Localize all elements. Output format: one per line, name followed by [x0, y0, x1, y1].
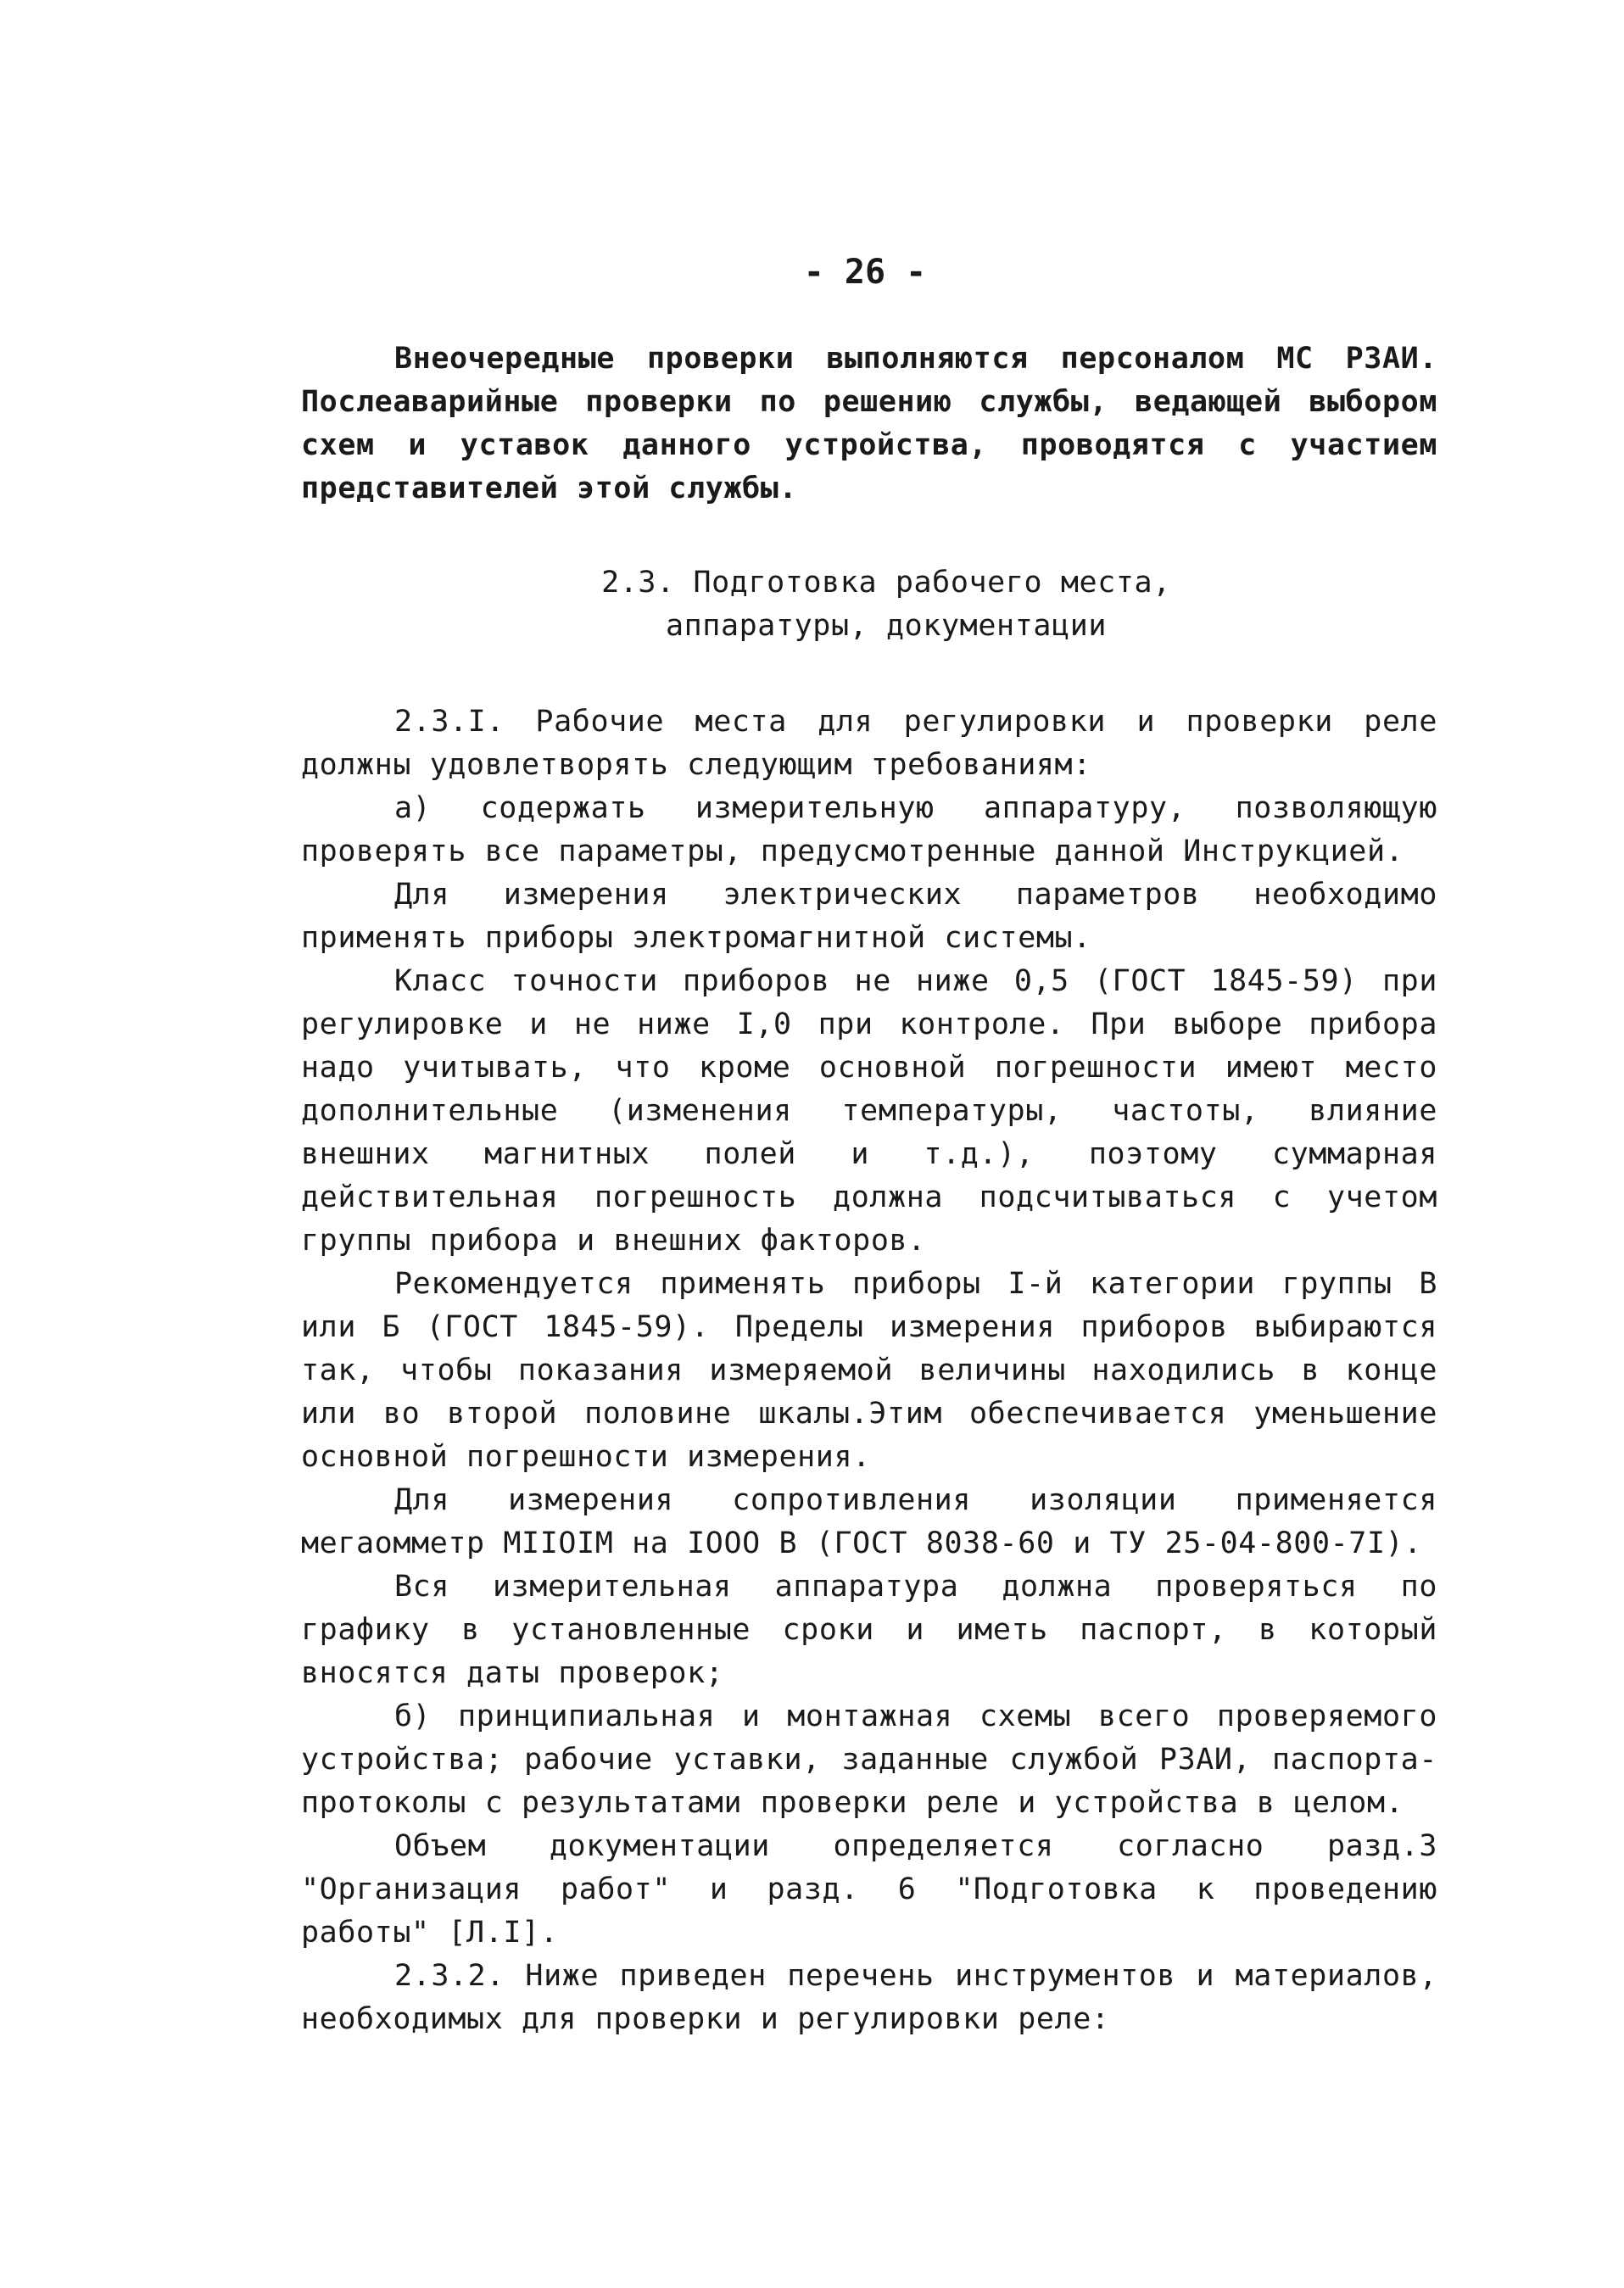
document-body: [301, 338, 1437, 2041]
section-number: 2.3.: [601, 566, 675, 600]
paragraph-item-a: а) содержать измерительную аппаратуру, позволяющую проверять все параметры, предусмотренные данной Инструкцией.: [301, 791, 1437, 868]
page-number: - 26 -: [803, 253, 927, 292]
paragraph-electromagnetic: Для измерения электрических параметров необходимо применять приборы электромагнитной системы.: [301, 878, 1437, 955]
section-title-line-1: Подготовка рабочего места,: [693, 566, 1171, 600]
section-heading: [301, 561, 1437, 648]
section-heading-line-1: [335, 561, 1437, 605]
intro-paragraph: Внеочередные проверки выполняются персоналом МС РЗАИ. Послеаварийные проверки по решению службы, ведающей выбором схем и уставок данного устройства, проводятся с участием представителей этой службы.: [301, 342, 1437, 505]
paragraph-schedule: Вся измерительная аппаратура должна проверяться по графику в установленные сроки и иметь паспорт, в который вносятся даты проверок;: [301, 1570, 1437, 1690]
paragraph-recommended-instruments: Рекомендуется применять приборы I-й категории группы В или Б (ГОСТ 1845-59). Пределы измерения приборов выбираются так, чтобы показания измеряемой величины находились в конце или во второй половине шкалы.Этим обеспечивается уменьшение основной погрешности измерения.: [301, 1267, 1437, 1474]
paragraph-2-3-1: 2.3.I. Рабочие места для регулировки и проверки реле должны удовлетворять следующим требованиям:: [301, 705, 1437, 782]
paragraph-item-b: б) принципиальная и монтажная схемы всего проверяемого устройства; рабочие уставки, заданные службой РЗАИ, паспорта-протоколы с результатами проверки реле и устройства в целом.: [301, 1699, 1437, 1820]
paragraph-accuracy-class: Класс точности приборов не ниже 0,5 (ГОСТ 1845-59) при регулировке и не ниже I,0 при контроле. При выборе прибора надо учитывать, что кроме основной погрешности имеют место дополнительные (изменения температуры, частоты, влияние внешних магнитных полей и т.д.), поэтому суммарная действительная погрешность должна подсчитываться с учетом группы прибора и внешних факторов.: [301, 964, 1437, 1258]
paragraph-megohmmeter: Для измерения сопротивления изоляции применяется мегаомметр МIIОIМ на IООО В (ГОСТ 8038-60 и ТУ 25-04-800-7I).: [301, 1483, 1437, 1560]
section-title-line-2: аппаратуры, документации: [665, 609, 1108, 643]
paragraph-2-3-2: 2.3.2. Ниже приведен перечень инструментов и материалов, необходимых для проверки и регулировки реле:: [301, 1959, 1437, 2036]
paragraph-documentation-scope: Объем документации определяется согласно разд.3 "Организация работ" и разд. 6 "Подготовка к проведению работы" [Л.I].: [301, 1829, 1437, 1950]
